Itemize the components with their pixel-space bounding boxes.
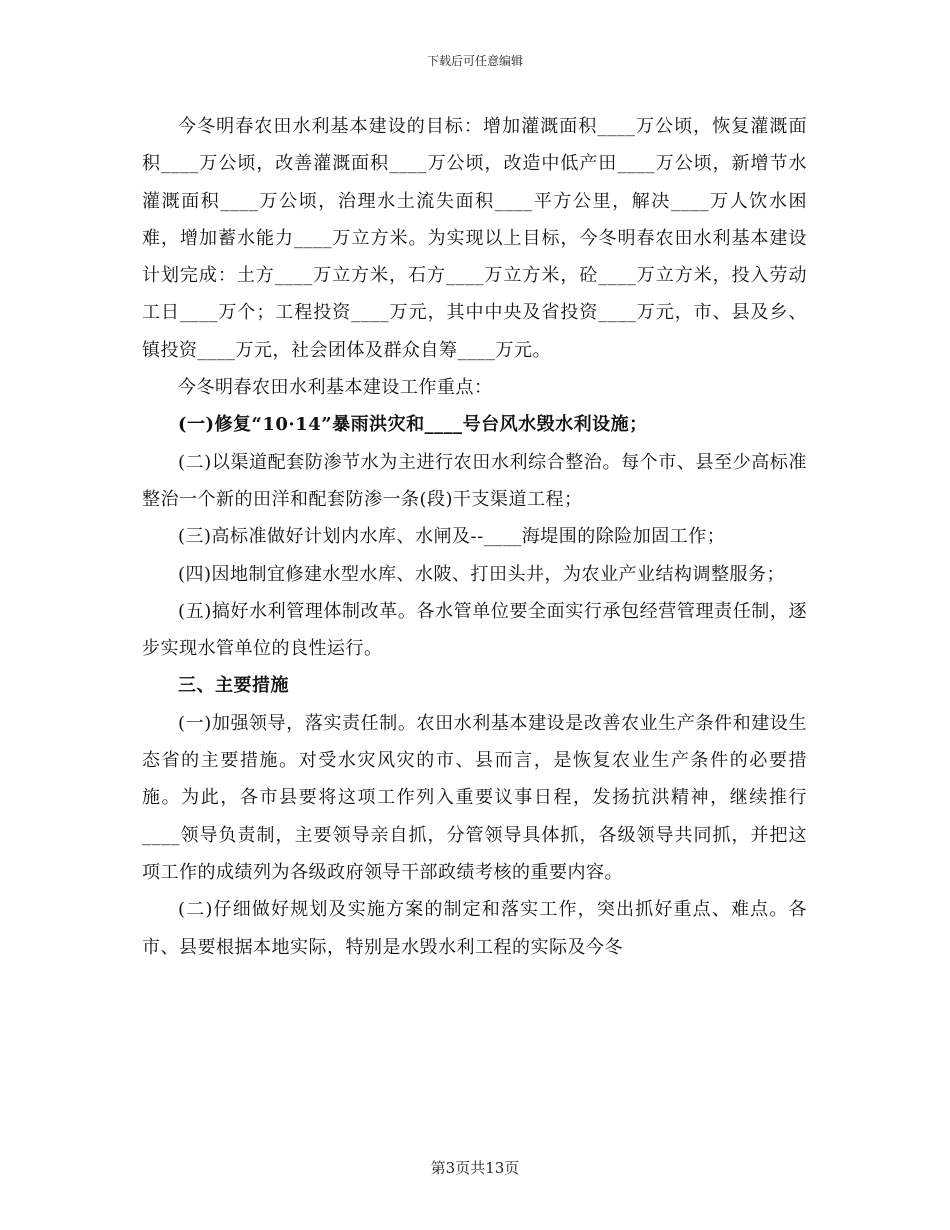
page-header: 下载后可任意编辑 — [426, 54, 523, 68]
paragraph-measure-1: (一)加强领导，落实责任制。农田水利基本建设是改善农业生产条件和建设生态省的主要措施。对受水灾风灾的市、县而言，是恢复农业生产条件的必要措施。为此，各市县要将这项工作列入重要议事日程，发扬抗洪精神，继续推行____领导负责制，主要领导亲自抓，分管领导具体抓，各级领导共同抓，并把这项工作的成绩列为各级政府领导干部政绩考核的重要内容。 — [142, 712, 807, 883]
section-heading-measures: 三、主要措施 — [178, 675, 289, 697]
paragraph-focus-2: (二)以渠道配套防渗节水为主进行农田水利综合整治。每个市、县至少高标准整治一个新的田洋和配套防渗一条(段)干支渠道工程； — [142, 451, 807, 510]
paragraph-focus-1: (一)修复“10·14”暴雨洪灾和____号台风水毁水利设施； — [178, 414, 648, 436]
page-footer: 第3页共13页 — [430, 1159, 520, 1177]
paragraph-focus-4: (四)因地制宜修建水型水库、水陂、打田头井，为农业产业结构调整服务； — [178, 563, 786, 585]
paragraph-focus-3: (三)高标准做好计划内水库、水闸及--____海堤围的除险加固工作； — [178, 526, 726, 548]
paragraph-measure-2: (二)仔细做好规划及实施方案的制定和落实工作，突出抓好重点、难点。各市、县要根据本地实际，特别是水毁水利工程的实际及今冬 — [142, 899, 807, 958]
paragraph-focus-title: 今冬明春农田水利基本建设工作重点： — [178, 377, 493, 399]
paragraph-focus-5: (五)搞好水利管理体制改革。各水管单位要全面实行承包经营管理责任制，逐步实现水管单位的良性运行。 — [142, 600, 807, 660]
document-body — [142, 108, 807, 966]
paragraph-goals: 今冬明春农田水利基本建设的目标：增加灌溉面积____万公顷，恢复灌溉面积____万公顷，改善灌溉面积____万公顷，改造中低产田____万公顷，新增节水灌溉面积____万公顷，治理水土流失面积____平方公里，解决____万人饮水困难，增加蓄水能力____万立方米。为实现以上目标，今冬明春农田水利基本建设计划完成：土方____万立方米，石方____万立方米，砼____万立方米，投入劳动工日____万个；工程投资____万元，其中中央及省投资____万元，市、县及乡、镇投资____万元，社会团体及群众自筹____万元。 — [142, 116, 807, 361]
